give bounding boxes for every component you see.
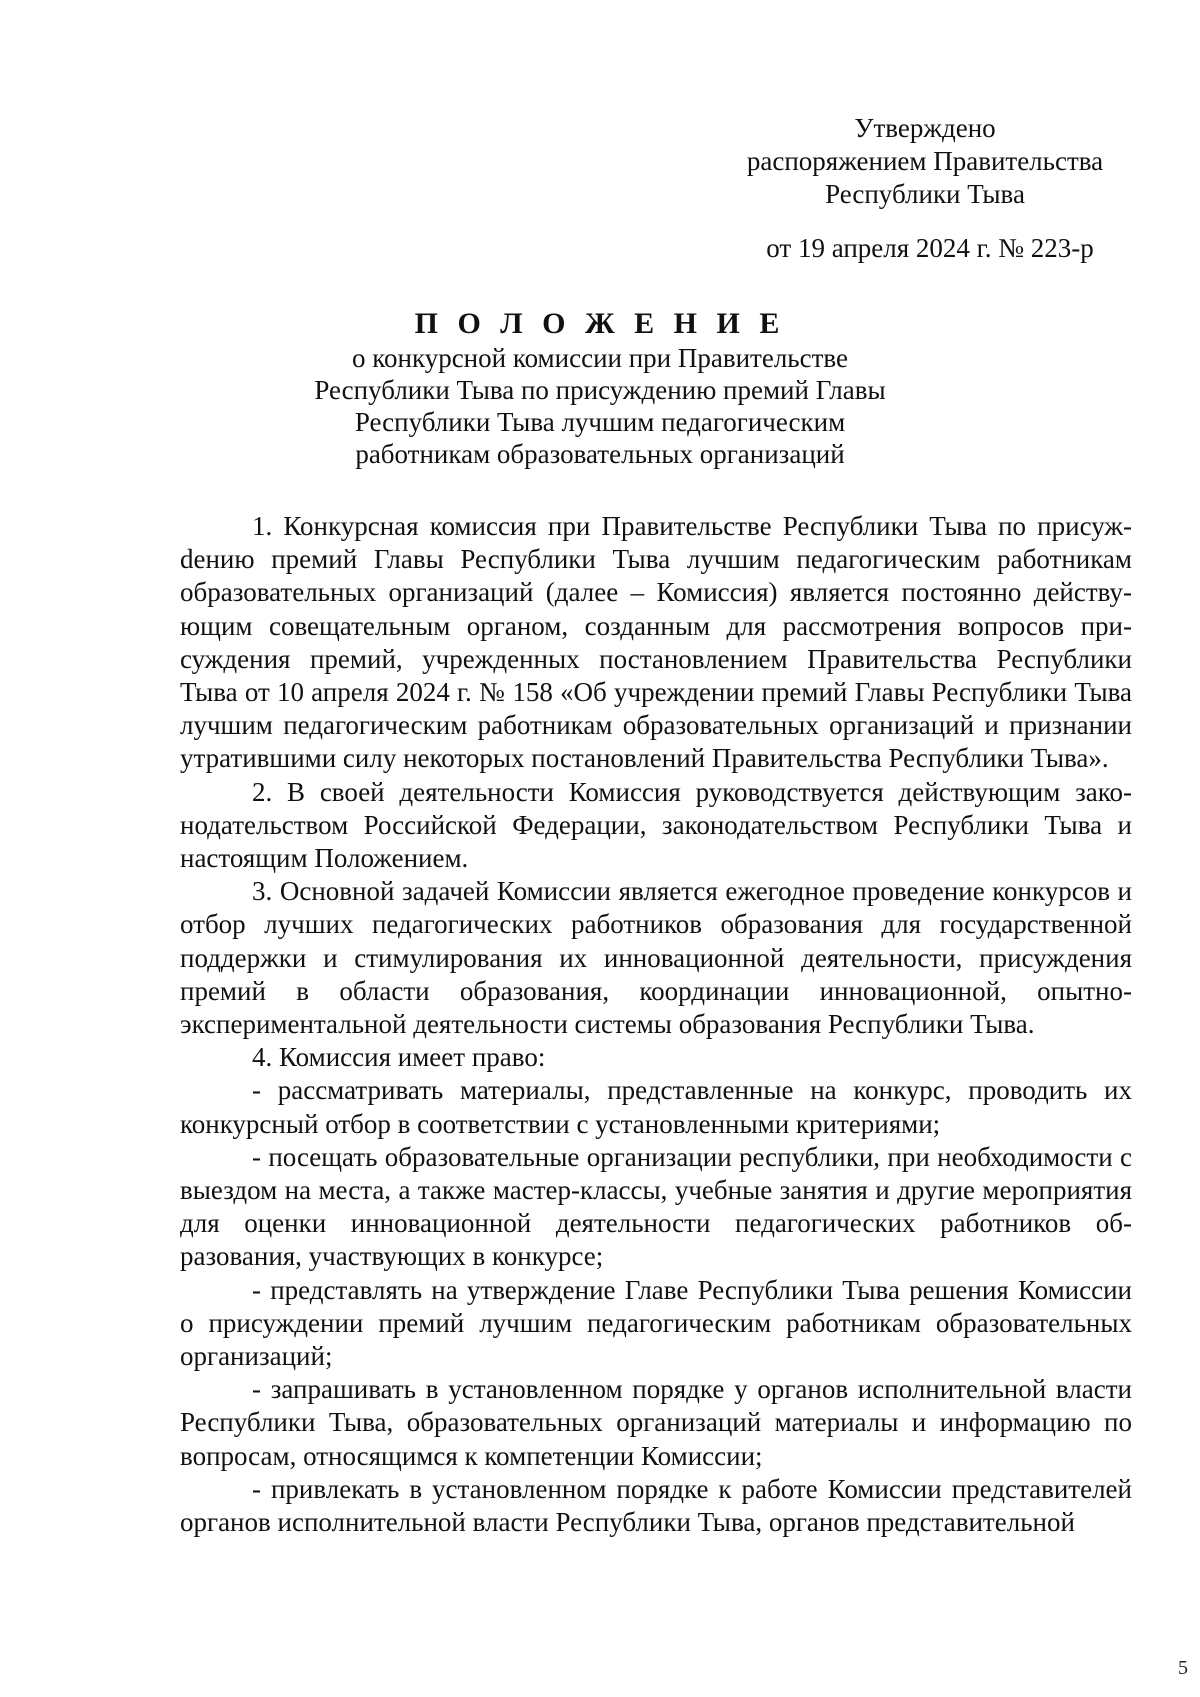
document-title: П О Л О Ж Е Н И Е — [414, 307, 786, 340]
paragraph-4-item-request: - запрашивать в установленном порядке у органов исполнительной власти Республики Тыва, образовательных организаций материалы и информацию по вопросам, относящимся к компетенции Комиссии; — [180, 1374, 1132, 1471]
document-subtitle-line-3: Республики Тыва лучшим педагогическим — [354, 407, 846, 437]
document-subtitle-line-1: о конкурсной комиссии при Правительстве — [352, 343, 848, 373]
document-title-block — [180, 306, 1020, 470]
document-body — [180, 510, 1132, 1539]
approval-date: от 19 апреля 2024 г. № 223-р — [766, 233, 1094, 263]
approval-line-order: распоряжением Правительства — [746, 146, 1104, 176]
paragraph-4: 4. Комиссия имеет право: — [252, 1042, 546, 1073]
paragraph-4-item-submit: - представлять на утверждение Главе Республики Тыва решения Комиссии о присуждении премий лучшим педагогическим работникам образовательных организаций; — [180, 1274, 1132, 1372]
paragraph-2: 2. В своей деятельности Комиссия руководствуется действующим законодательством Российской Федерации, законодательством Республики Тыва и настоящим Положением. — [180, 776, 1132, 874]
paragraph-1: 1. Конкурсная комиссия при Правительстве Республики Тыва по присужdению премий Главы Республики Тыва лучшим педагогическим работникам образовательных организаций (далее – Комиссия) является постоянно действующим совещательным органом, созданным для рассмотрения вопросов присуждения премий, учрежденных постановлением Правительства Республики Тыва от 10 апреля 2024 г. № 158 «Об учреждении премий Главы Республики Тыва лучшим педагогическим работникам образовательных организаций и признании утратившими силу некоторых постановлений Правительства Республики Тыва». — [180, 511, 1132, 774]
document-subtitle-line-2: Республики Тыва по присуждению премий Главы — [314, 375, 886, 405]
paragraph-4-item-involve: - привлекать в установленном порядке к работе Комиссии представителей органов исполнительной власти Республики Тыва, органов представительной — [180, 1473, 1132, 1538]
paragraph-4-item-visit: - посещать образовательные организации республики, при необходимости с выездом на места, а также мастер-классы, учебные занятия и другие мероприятия для оценки инновационной деятельности педагогических работников образования, участвующих в конкурсе; — [180, 1141, 1132, 1272]
paragraph-4-item-review: - рассматривать материалы, представленные на конкурс, проводить их конкурсный отбор в соответствии с установленными критериями; — [180, 1075, 1132, 1139]
page-number: 5 — [1178, 1657, 1188, 1679]
paragraph-3: 3. Основной задачей Комиссии является ежегодное проведение конкурсов и отбор лучших педагогических работников образования для государственной поддержки и стимулирования их инновационной деятельности, присуждения премий в области образования, координации инновационной, опытно-экспериментальной деятельности системы образования Республики Тыва. — [180, 876, 1132, 1040]
document-subtitle-line-4: работникам образовательных организаций — [355, 439, 845, 469]
approval-line-republic: Республики Тыва — [825, 179, 1025, 209]
approval-line-approved: Утверждено — [854, 113, 996, 143]
approval-stamp — [730, 112, 1120, 211]
